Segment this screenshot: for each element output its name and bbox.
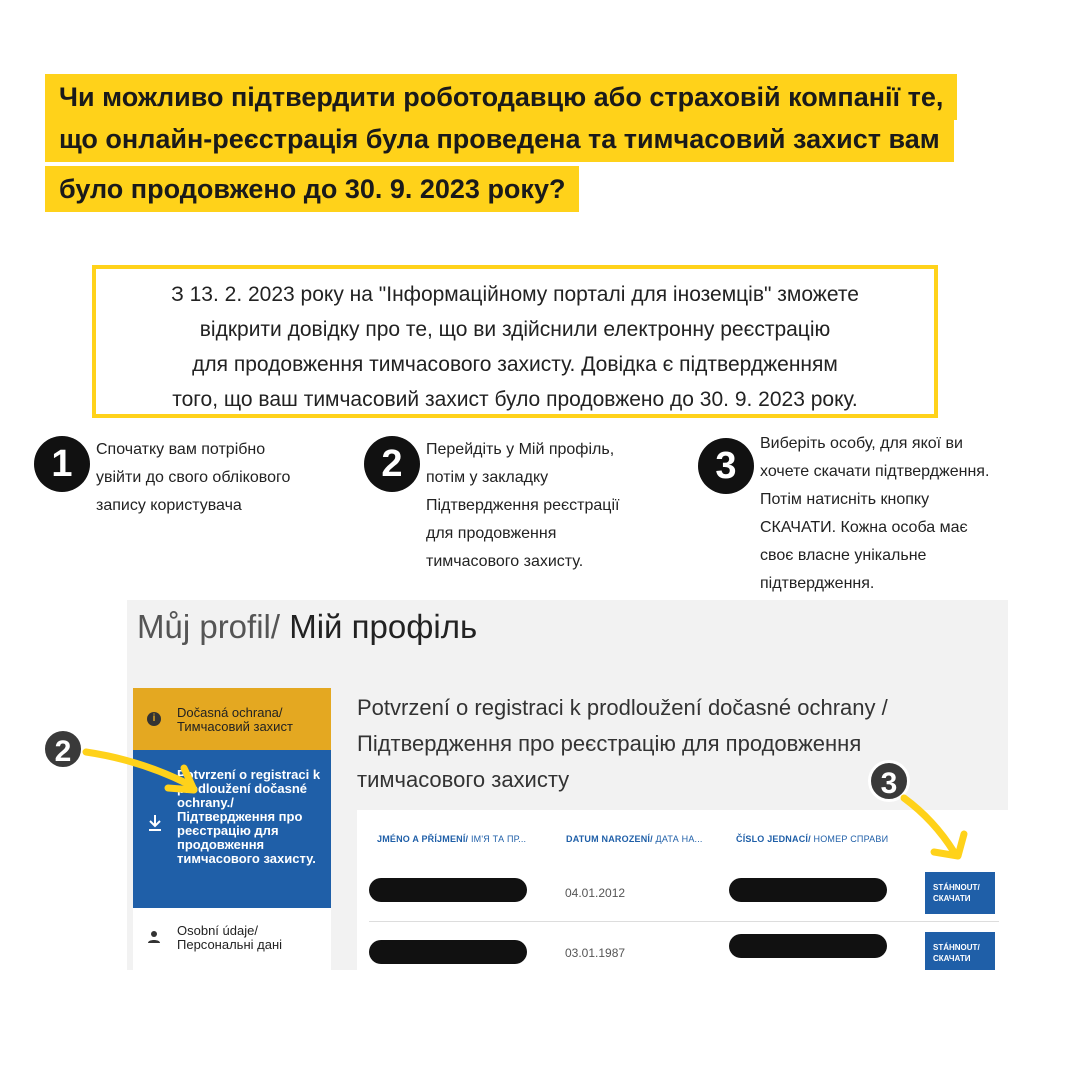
step-2-number-badge: 2 — [364, 436, 420, 492]
table-row — [369, 924, 999, 970]
sidebar-item-label: Підтвердження про — [177, 809, 303, 824]
step-1-line: увійти до свого облікового — [96, 469, 291, 486]
birth-date: 03.01.1987 — [565, 946, 626, 960]
title-line-2: що онлайн-реєстрація була проведена та тимчасовий захист вам — [45, 116, 954, 162]
section-heading-line: тимчасового захисту — [357, 767, 570, 792]
step-1-number-badge: 1 — [34, 436, 90, 492]
birth-date: 04.01.2012 — [565, 886, 626, 900]
step-3-marker: 3 — [868, 760, 910, 802]
redacted-case-number — [729, 934, 887, 958]
title-line-1: Чи можливо підтвердити роботодавцю або страховій компанії те, — [45, 74, 957, 120]
step-3-line: СКАЧАТИ. Кожна особа має — [760, 519, 968, 536]
sidebar-item-label: ochrany./ — [177, 795, 234, 810]
step-2-line: Перейдіть у Мій профіль, — [426, 441, 615, 458]
info-line-3: для продовження тимчасового захисту. Довідка є підтвердженням — [192, 353, 838, 376]
step-1-line: запису користувача — [96, 497, 242, 514]
sidebar-item-label: Osobní údaje/ — [177, 923, 258, 938]
step-1-text — [96, 436, 290, 520]
download-icon — [147, 814, 163, 835]
table-row — [369, 862, 999, 922]
sidebar-item-label: prodloužení dočasné — [177, 781, 308, 796]
sidebar-item-label: Dočasná ochrana/ — [177, 705, 283, 720]
step-2-marker: 2 — [42, 728, 84, 770]
redacted-name — [369, 940, 527, 964]
download-button[interactable]: STÁHNOUT/ СКАЧАТИ — [925, 932, 995, 970]
sidebar-item-label: Potvrzení o registraci k — [177, 767, 321, 782]
step-3-line: підтвердження. — [760, 575, 875, 592]
step-3-line: своє власне унікальне — [760, 547, 927, 564]
column-header-case-number: ČÍSLO JEDNACÍ/ НОМЕР СПРАВИ — [736, 834, 889, 844]
step-2-text — [426, 436, 619, 576]
column-header-birthdate: DATUM NAROZENÍ/ ДАТА НА... — [566, 834, 703, 844]
step-3-line: хочете скачати підтвердження. — [760, 463, 990, 480]
person-icon — [147, 930, 161, 946]
redacted-name — [369, 878, 527, 902]
info-icon: i — [147, 712, 161, 726]
sidebar-item-label: тимчасового захисту. — [177, 851, 316, 866]
step-3-number-badge: 3 — [698, 438, 754, 494]
sidebar-item-label: Персональні дані — [177, 937, 283, 952]
info-line-2: відкрити довідку про те, що ви здійснили електронну реєстрацію — [199, 318, 831, 341]
redacted-case-number — [729, 878, 887, 902]
section-heading-line: Підтвердження про реєстрацію для продовження — [357, 731, 862, 756]
profile-title-cz: Můj profil/ — [137, 608, 290, 645]
info-line-1: З 13. 2. 2023 року на "Інформаційному порталі для іноземців" зможете — [171, 283, 859, 306]
arrow-icon — [80, 740, 210, 800]
step-3-text — [760, 430, 989, 598]
sidebar-item-label: Тимчасовий захист — [177, 719, 293, 734]
step-3-line: Виберіть особу, для якої ви — [760, 435, 963, 452]
info-box — [92, 265, 938, 418]
step-2-line: потім у закладку — [426, 469, 549, 486]
sidebar-item-label: реєстрацію для — [177, 823, 279, 838]
step-3-line: Потім натисніть кнопку — [760, 491, 930, 508]
section-heading-line: Potvrzení o registraci k prodloužení dočasné ochrany / — [357, 695, 888, 720]
column-header-name: JMÉNO A PŘÍJMENÍ/ ІМ'Я ТА ПР... — [377, 834, 527, 844]
section-heading — [357, 690, 888, 798]
step-1-line: Спочатку вам потрібно — [96, 441, 266, 458]
title-line-3: було продовжено до 30. 9. 2023 року? — [45, 166, 579, 212]
arrow-icon — [894, 790, 974, 870]
step-2-line: тимчасового захисту. — [426, 553, 584, 570]
download-button[interactable]: STÁHNOUT/ СКАЧАТИ — [925, 872, 995, 914]
info-line-4: того, що ваш тимчасовий захист було продовжено до 30. 9. 2023 року. — [172, 388, 858, 411]
profile-sidebar — [133, 688, 331, 970]
sidebar-item-personal-data[interactable] — [133, 908, 331, 970]
step-2-line: для продовження — [426, 525, 557, 542]
step-2-line: Підтвердження реєстрації — [426, 497, 620, 514]
sidebar-item-label: продовження — [177, 837, 265, 852]
profile-title-ua: Мій профіль — [289, 608, 478, 645]
profile-title — [137, 608, 477, 646]
